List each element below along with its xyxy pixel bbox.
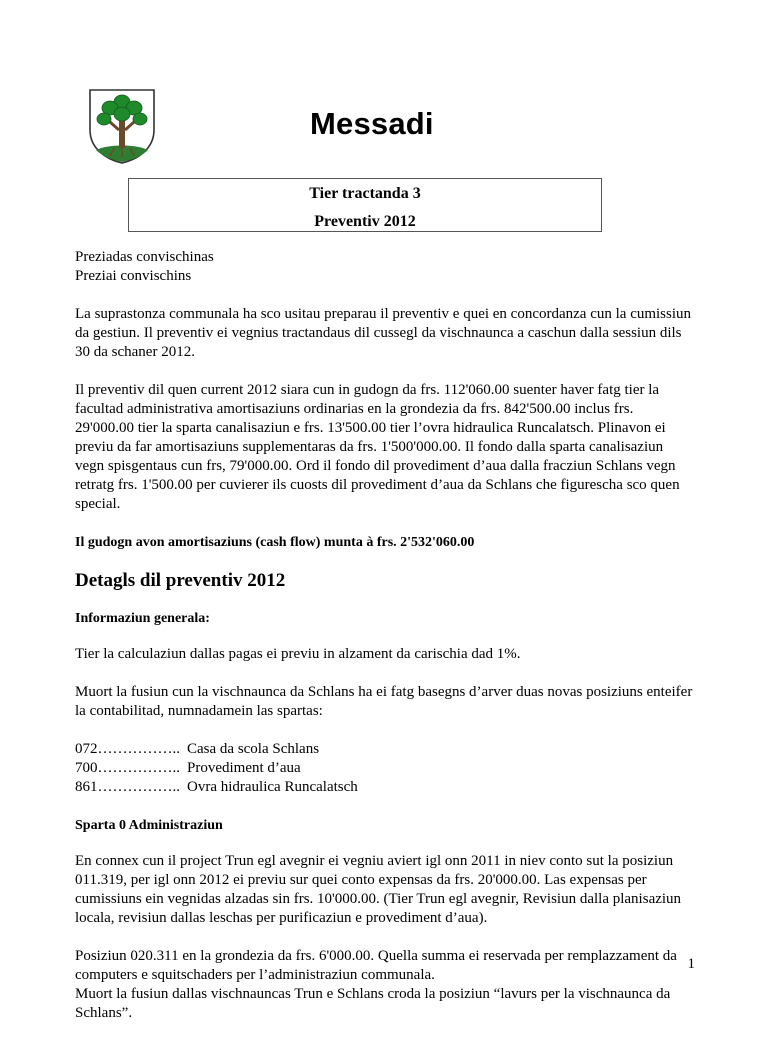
agenda-item-label: Tier tractanda 3 <box>309 185 421 202</box>
account-list <box>75 740 695 797</box>
document-title: Messadi <box>310 106 434 141</box>
account-code: 072…………….. <box>75 741 180 757</box>
account-name: Provediment d’aua <box>187 760 301 776</box>
salutation <box>75 248 695 286</box>
page-number: 1 <box>687 956 695 972</box>
cashflow-statement: Il gudogn avon amortisaziuns (cash flow) munta à frs. 2'532'060.00 <box>75 535 475 550</box>
paragraph: Muort la fusiun cun la vischnaunca da Schlans ha ei fatg basegns d’arver duas novas posiziuns enteifer la contabilitad, numnadamein las spartas: <box>75 684 693 719</box>
account-name: Casa da scola Schlans <box>187 741 320 757</box>
subsection-heading: Sparta 0 Administraziun <box>75 818 223 833</box>
paragraph: Posiziun 020.311 en la grondezia da frs. 6'000.00. Quella summa ei reservada per remplazzament da computers e squitschaders per l’administraziun communala. <box>75 948 677 983</box>
agenda-subject: Preventiv 2012 <box>314 213 416 230</box>
paragraph: Muort la fusiun dallas vischnauncas Trun e Schlans croda la posiziun “lavurs per la vischnaunca da Schlans”. <box>75 986 671 1021</box>
document-body <box>75 248 695 1042</box>
list-item <box>75 778 695 797</box>
account-name: Ovra hidraulica Runcalatsch <box>187 779 358 795</box>
coat-of-arms-icon <box>84 86 160 166</box>
account-code: 700…………….. <box>75 760 180 776</box>
list-item <box>75 759 695 778</box>
paragraph: En connex cun il project Trun egl avegnir ei vegniu aviert igl onn 2011 in niev conto sut la posiziun 011.319, per igl onn 2012 ei previu sur quei conto expensas da frs. 20'000.00. Las expensas per cumissiuns ein vegnidas alzadas sin frs. 10'000.00. (Tier Trun egl avegnir, Revisiun dalla planisaziun locala, revisiun dallas leschas per purificaziun e provediment d’aua). <box>75 853 682 926</box>
list-item <box>75 740 695 759</box>
account-code: 861…………….. <box>75 779 180 795</box>
salutation-line: Preziai convischins <box>75 268 192 284</box>
section-heading: Detagls dil preventiv 2012 <box>75 570 286 591</box>
salutation-line: Preziadas convischinas <box>75 249 214 265</box>
paragraph: La suprastonza communala ha sco usitau preparau il preventiv e quei en concordanza cun la cumissiun da gestiun. Il preventiv ei vegnius tractandaus dil cussegl da vischnaunca a caschun dalla sessiun dils 30 da schaner 2012. <box>75 306 692 360</box>
subsection-heading: Informaziun generala: <box>75 611 210 626</box>
paragraph: Tier la calculaziun dallas pagas ei previu in alzament da carischia dad 1%. <box>75 646 521 662</box>
paragraph: Il preventiv dil quen current 2012 siara cun in gudogn da frs. 112'060.00 suenter haver fatg tier la facultad administrativa amortisaziuns ordinarias en la grondezia da frs. 842'500.00 inclus frs. 29'000.00 tier la sparta canalisaziun e frs. 13'500.00 tier l’ovra hidraulica Runcalatsch. Plinavon ei previu da far amortisaziuns supplementaras da frs. 1'500'000.00. Il fondo dalla sparta canalisaziun vegn spisgentaus cun frs, 79'000.00. Ord il fondo dil provediment d’aua dalla fracziun Schlans vegn retratg frs. 1'500.00 per cuvierer ils cuosts dil provediment d’aua da Schlans che figurescha sco quen special. <box>75 382 680 512</box>
agenda-box <box>128 178 602 232</box>
